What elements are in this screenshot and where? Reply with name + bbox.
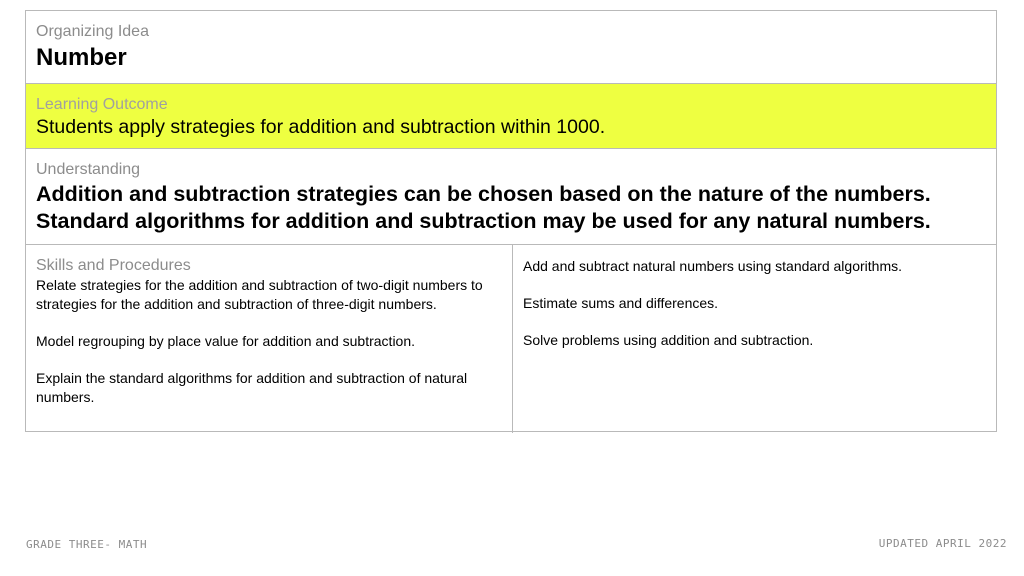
organizing-idea-row: [26, 11, 996, 83]
learning-outcome-value: Students apply strategies for addition and subtraction within 1000.: [36, 116, 606, 138]
learning-outcome-row: [26, 83, 996, 148]
understanding-row: [26, 148, 996, 244]
footer-updated: UPDATED APRIL 2022: [878, 537, 1007, 550]
skill-item: Solve problems using addition and subtraction.: [523, 332, 814, 348]
skill-item: Add and subtract natural numbers using standard algorithms.: [523, 258, 902, 274]
understanding-line-2: Standard algorithms for addition and subtraction may be used for any natural numbers.: [36, 209, 931, 233]
skill-item: Relate strategies for the addition and subtraction of two-digit numbers to strategies for the addition and subtraction of three-digit numbers.: [36, 277, 483, 312]
skill-item: Explain the standard algorithms for addition and subtraction of natural numbers.: [36, 370, 468, 405]
skills-right-column: [513, 245, 996, 433]
skill-item: Model regrouping by place value for addition and subtraction.: [36, 333, 416, 349]
skill-item: Estimate sums and differences.: [523, 295, 719, 311]
skills-row: [26, 244, 996, 433]
curriculum-table: [25, 10, 997, 432]
understanding-label: Understanding: [36, 161, 141, 178]
skills-label: Skills and Procedures: [36, 257, 191, 274]
organizing-idea-value: Number: [36, 44, 127, 71]
learning-outcome-label: Learning Outcome: [36, 96, 168, 113]
skills-left-column: [26, 245, 513, 433]
understanding-line-1: Addition and subtraction strategies can be chosen based on the nature of the numbers.: [36, 182, 931, 206]
footer-grade: GRADE THREE- MATH: [26, 538, 148, 551]
organizing-idea-label: Organizing Idea: [36, 23, 149, 40]
